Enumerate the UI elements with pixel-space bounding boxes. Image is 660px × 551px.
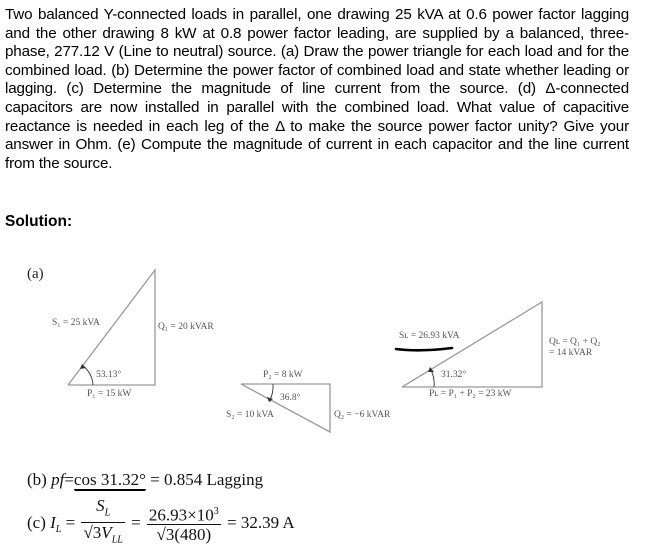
combined-q-label-line1: Qʟ = Q₁ + Q₂ (549, 337, 601, 347)
combined-q-label-line2: = 14 kVAR (549, 348, 593, 358)
part-a-label: (a) (27, 266, 44, 282)
current-result: = 32.39 A (227, 512, 295, 532)
numerator-sub: L (104, 507, 111, 519)
load1-p-label: P₁ = 15 kW (87, 389, 132, 399)
solution-heading: Solution: (5, 213, 73, 230)
fraction-symbolic: $\frac{S_L}{√3V_{LL}}$ (83, 496, 123, 546)
current-subscript: L (55, 524, 62, 536)
voltage-subscript: LL (111, 534, 123, 546)
combined-s-label: Sʟ = 26.93 kVA (399, 331, 460, 341)
voltage-symbol: V (101, 523, 112, 543)
sqrt-three-2: 3 (165, 525, 175, 545)
equals-sign: = (65, 512, 76, 532)
current-symbol: I (50, 512, 56, 532)
line-voltage-value: (480) (174, 525, 212, 545)
numerator-s: S (96, 496, 105, 515)
power-triangle-combined (396, 302, 601, 399)
load2-p-label: P₂ = 8 kW (263, 370, 303, 380)
fraction-numeric: $\frac{26.93\times 10^3}{√3(480)}$ (147, 503, 221, 546)
underlined-cos-term: cos 31.32° (73, 470, 146, 489)
part-b-label: (b) (27, 470, 47, 489)
pf-symbol: pf (51, 470, 65, 489)
power-triangle-load2 (226, 370, 391, 432)
part-b-equation (27, 470, 263, 490)
sqrt-three: 3 (92, 523, 102, 543)
combined-p-label: Pʟ = P₁ + P₂ = 23 kW (429, 389, 512, 399)
equals-sign: = (64, 470, 74, 489)
equals-sign-2: = (131, 512, 141, 532)
load2-q-label: Q₂ = −6 kVAR (334, 410, 391, 420)
exponent: 3 (213, 505, 219, 517)
load2-s-label: S₂ = 10 kVA (226, 410, 274, 420)
load1-q-label: Q₁ = 20 kVAR (158, 322, 214, 332)
ink-underline (396, 348, 452, 350)
problem-statement: Two balanced Y-connected loads in parallel, one drawing 25 kVA at 0.6 power factor lagging and the other drawing 8 kW at 0.8 power factor leading, are supplied by a balanced, three-phase, 277.12 V (Line to neutral) source. (a) Draw the power triangle for each load and for the combined load. (b) Determine the power factor of combined load and state whether leading or lagging. (c) Determine the magnitude of line current from the source. (d) Δ-connected capacitors are now installed in parallel with the combined load. What value of capacitive reactance is needed in each leg of the Δ to make the source power factor unity? Give your answer in Ohm. (e) Compute the magnitude of current in each capacitor and the line current from the source. (5, 6, 629, 172)
part-c-label: (c) (27, 512, 46, 532)
pf-result: = 0.854 Lagging (150, 470, 264, 489)
load1-angle-label: 53.13° (96, 370, 122, 380)
numerator-value: 26.93×10 (148, 505, 214, 525)
power-triangle-load1 (52, 270, 214, 399)
part-c-equation (27, 497, 295, 551)
load1-s-label: S₁ = 25 kVA (52, 318, 100, 328)
load2-angle-label: 36.8° (280, 393, 301, 403)
combined-angle-label: 31.32° (441, 370, 467, 380)
